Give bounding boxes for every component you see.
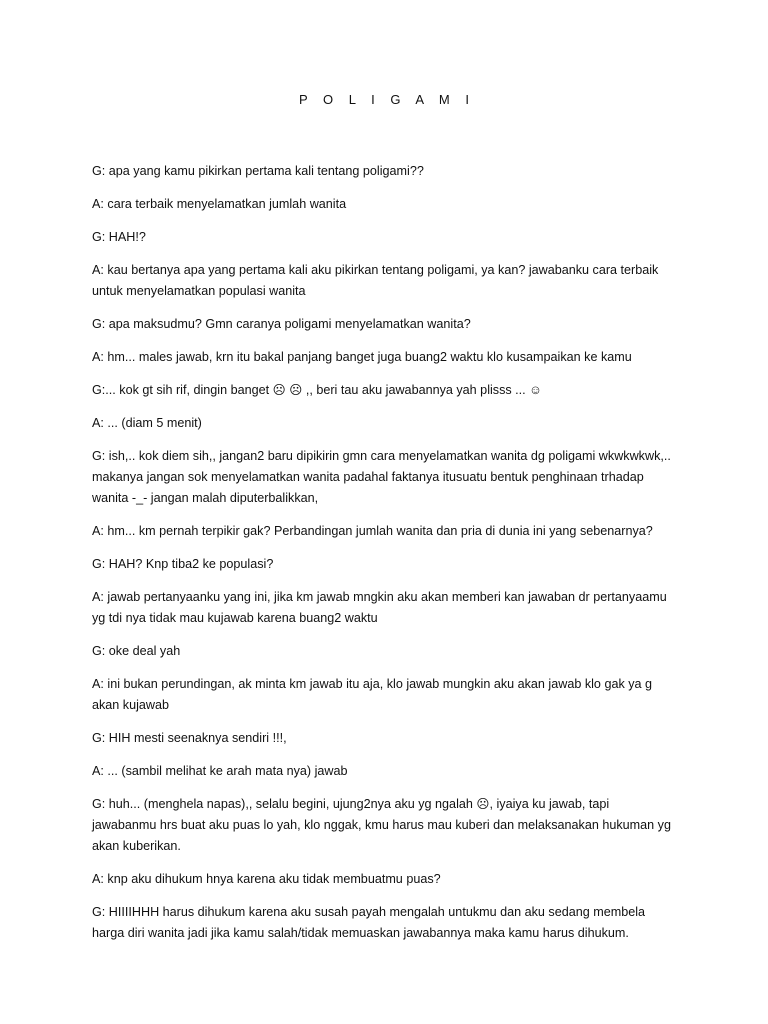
paragraph: A: ini bukan perundingan, ak minta km jawab itu aja, klo jawab mungkin aku akan jawab klo gak ya g akan kujawab — [92, 677, 653, 712]
paragraph: G: apa yang kamu pikirkan pertama kali tentang poligami?? — [92, 164, 424, 178]
paragraph: A: knp aku dihukum hnya karena aku tidak membuatmu puas? — [92, 872, 441, 886]
paragraph: G: HAH!? — [92, 230, 146, 244]
paragraph: G: huh... (menghela napas),, selalu begini, ujung2nya aku yg ngalah ☹, iyaiya ku jawab, tapi jawabanmu hrs buat aku puas lo yah, klo nggak, kmu harus mau kuberi dan melaksanakan hukuman yg akan kuberikan. — [92, 797, 671, 853]
paragraph: A: hm... males jawab, krn itu bakal panjang banget juga buang2 waktu klo kusampaikan ke kamu — [92, 350, 632, 364]
paragraph: G: oke deal yah — [92, 644, 181, 658]
dialogue-body — [92, 161, 676, 944]
document-title: P O L I G A M I — [299, 92, 475, 107]
paragraph: A: ... (sambil melihat ke arah mata nya) jawab — [92, 764, 348, 778]
paragraph: G: apa maksudmu? Gmn caranya poligami menyelamatkan wanita? — [92, 317, 471, 331]
paragraph: G: HAH? Knp tiba2 ke populasi? — [92, 557, 274, 571]
paragraph: G:... kok gt sih rif, dingin banget ☹ ☹ ,, beri tau aku jawabannya yah plisss ... ☺ — [92, 383, 543, 397]
paragraph: A: cara terbaik menyelamatkan jumlah wanita — [92, 197, 347, 211]
paragraph: G: HIIIIHHH harus dihukum karena aku susah payah mengalah untukmu dan aku sedang membela harga diri wanita jadi jika kamu salah/tidak memuaskan jawabannya maka kamu harus dihukum. — [92, 905, 646, 940]
paragraph: A: jawab pertanyaanku yang ini, jika km jawab mngkin aku akan memberi kan jawaban dr pertanyaamu yg tdi nya tidak mau kujawab karena buang2 waktu — [92, 590, 667, 625]
paragraph: A: hm... km pernah terpikir gak? Perbandingan jumlah wanita dan pria di dunia ini yang sebenarnya? — [92, 524, 653, 538]
paragraph: G: ish,.. kok diem sih,, jangan2 baru dipikirin gmn cara menyelamatkan wanita dg poligami wkwkwkwk,.. makanya jangan sok menyelamatkan wanita padahal faktanya itusuatu bentuk penghinaan trhadap wanita -_- jangan malah diputerbalikkan, — [92, 449, 671, 505]
paragraph: A: kau bertanya apa yang pertama kali aku pikirkan tentang poligami, ya kan? jawabanku cara terbaik untuk menyelamatkan populasi wanita — [92, 263, 659, 298]
paragraph: G: HIH mesti seenaknya sendiri !!!, — [92, 731, 287, 745]
paragraph: A: ... (diam 5 menit) — [92, 416, 202, 430]
